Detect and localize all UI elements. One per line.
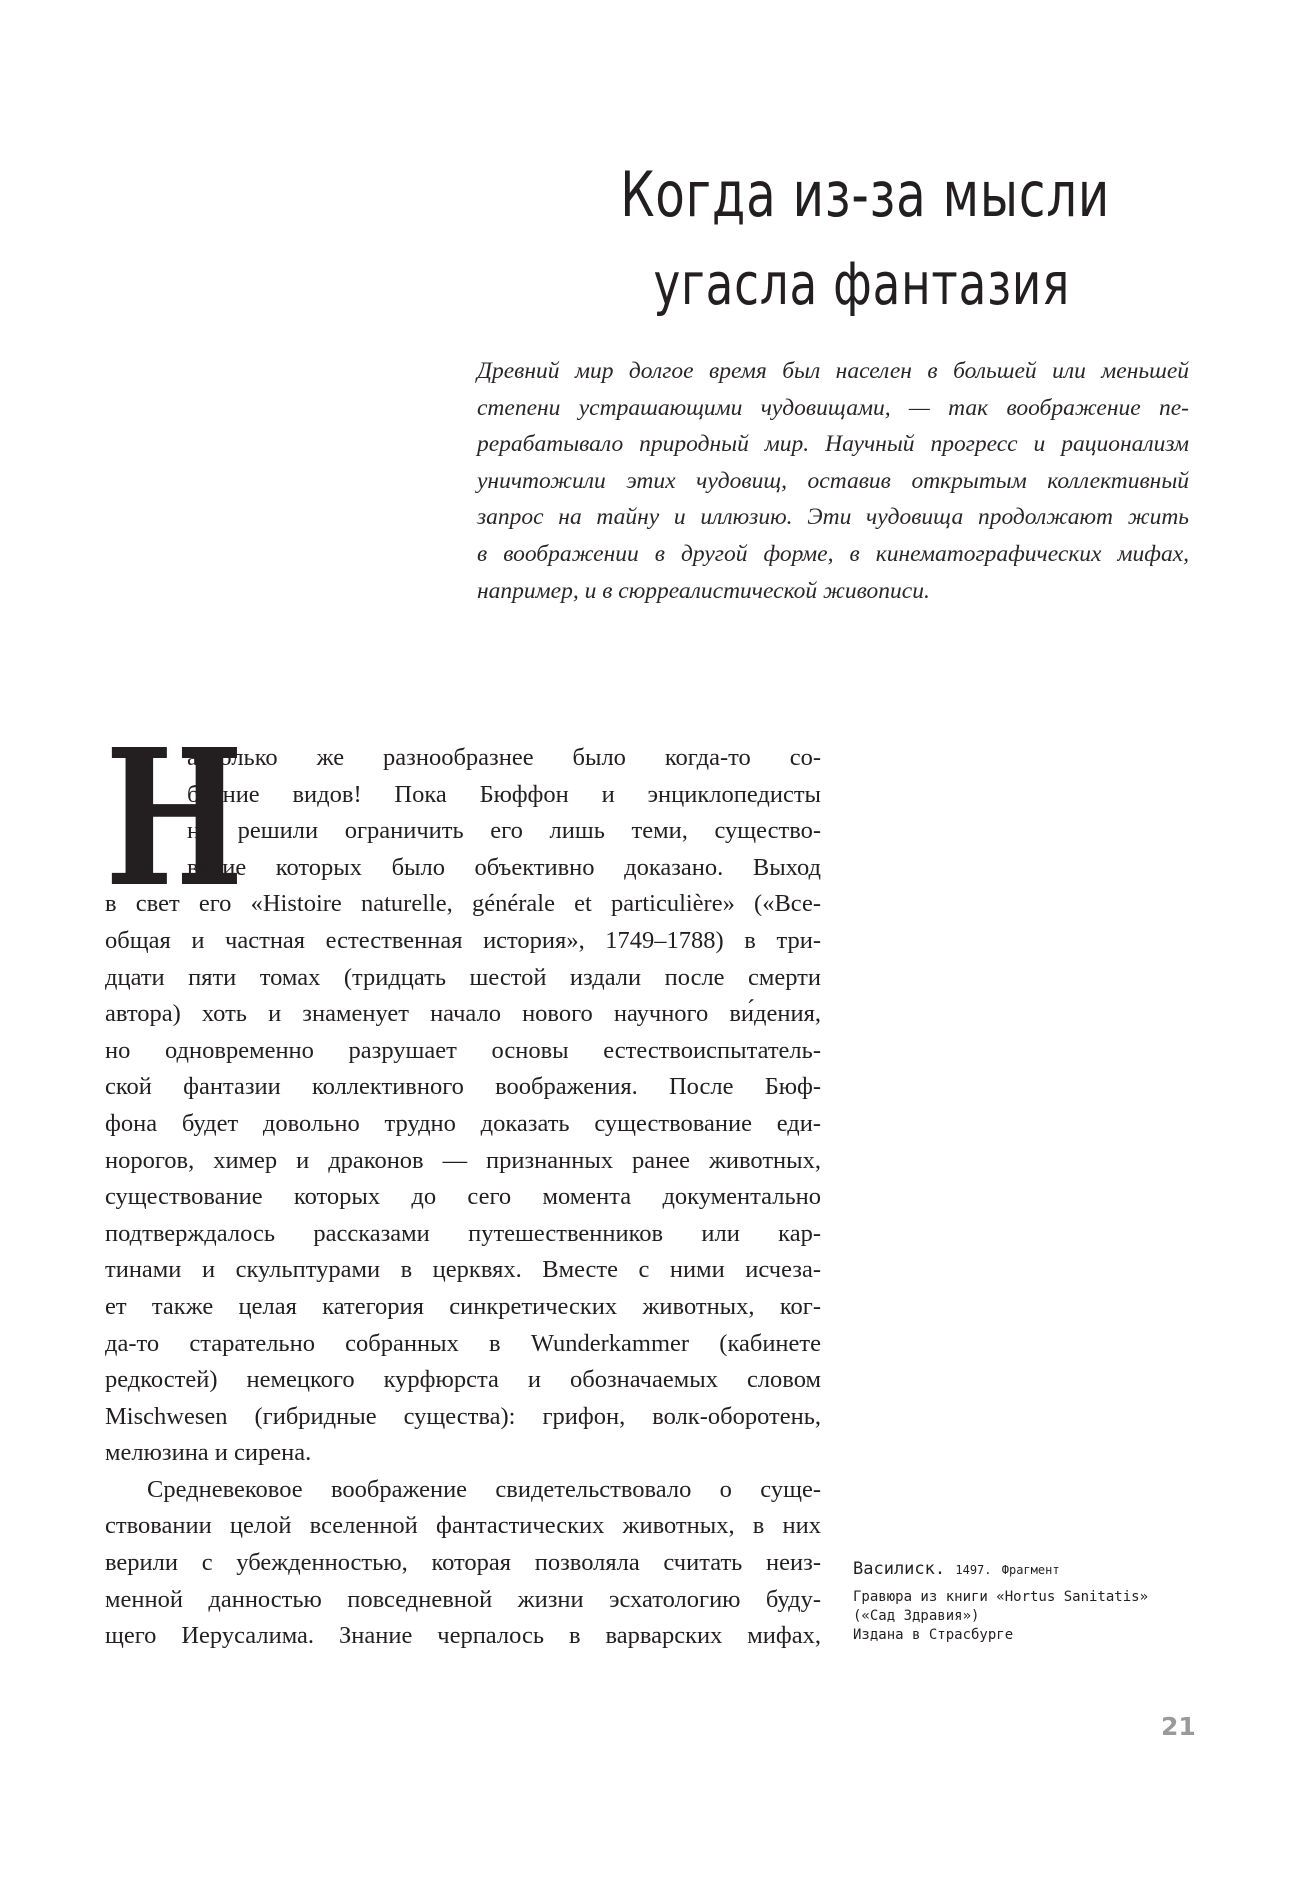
body-line: автора) хоть и знаменует начало нового научного ви́дения, bbox=[105, 1000, 821, 1028]
body-line: ствовании целой вселенной фантастических животных, в них bbox=[105, 1512, 821, 1540]
intro-line: рерабатывало природный мир. Научный прогресс и рационализм bbox=[477, 431, 1189, 458]
body-line: в свет его «Histoire naturelle, générale et particulière» («Все- bbox=[105, 890, 821, 918]
caption-name: Василиск. bbox=[853, 1559, 946, 1579]
intro-line: Древний мир долгое время был населен в большей или меньшей bbox=[477, 358, 1189, 384]
body-line: фона будет довольно трудно доказать существование еди- bbox=[105, 1109, 821, 1137]
intro-line: степени устрашающими чудовищами, — так воображение пе- bbox=[477, 394, 1189, 421]
caption-title bbox=[853, 1560, 1148, 1580]
body-line: дцати пяти томах (тридцать шестой издали после смерти bbox=[105, 963, 821, 991]
body-line: ет также целая категория синкретических животных, ког- bbox=[105, 1292, 821, 1320]
paragraph-2 bbox=[105, 1472, 821, 1655]
body-line: менной данностью повседневной жизни эсхатологию буду- bbox=[105, 1585, 821, 1613]
drop-cap: Н bbox=[105, 708, 244, 929]
body-line: не решили ограничить его лишь теми, существо- bbox=[187, 817, 821, 845]
caption-body bbox=[853, 1588, 1148, 1645]
body-line: общая и частная естественная история», 1749–1788) в три- bbox=[105, 926, 821, 954]
body-line: норогов, химер и драконов — признанных ранее животных, bbox=[105, 1146, 821, 1174]
body-line: верили с убежденностью, которая позволяла считать неиз- bbox=[105, 1549, 821, 1577]
intro-line: запрос на тайну и иллюзию. Эти чудовища продолжают жить bbox=[477, 504, 1189, 531]
chapter-title-line-1: Когда из-за мысли bbox=[620, 158, 1110, 231]
body-line: Mischwesen (гибридные существа): грифон, волк-оборотень, bbox=[105, 1402, 821, 1430]
body-line: брание видов! Пока Бюффон и энциклопедисты bbox=[187, 780, 821, 808]
intro-epigraph bbox=[477, 353, 1189, 609]
body-line: мелюзина и сирена. bbox=[105, 1439, 312, 1467]
body-line: асколько же разнообразнее было когда-то со- bbox=[187, 744, 821, 771]
caption-line: («Сад Здравия») bbox=[853, 1608, 980, 1624]
body-line: вание которых было объективно доказано. Выход bbox=[187, 853, 821, 881]
caption-note: Фрагмент bbox=[1001, 1563, 1060, 1577]
body-line: подтверждалось рассказами путешественников или кар- bbox=[105, 1219, 821, 1247]
page-number: 21 bbox=[1161, 1712, 1196, 1741]
body-line: тинами и скульптурами в церквях. Вместе с ними исчеза- bbox=[105, 1256, 821, 1284]
body-line: да-то старательно собранных в Wunderkammer (кабинете bbox=[105, 1329, 821, 1357]
body-line: ской фантазии коллективного воображения. После Бюф- bbox=[105, 1073, 821, 1101]
caption-line: Издана в Страсбурге bbox=[853, 1627, 1014, 1643]
illustration-caption bbox=[853, 1560, 1148, 1645]
body-line: но одновременно разрушает основы естествоиспытатель- bbox=[105, 1036, 821, 1064]
body-line: редкостей) немецкого курфюрста и обозначаемых словом bbox=[105, 1366, 821, 1394]
intro-line: например, и в сюрреалистической живописи. bbox=[477, 577, 930, 604]
intro-line: уничтожили этих чудовищ, оставив открытым коллективный bbox=[477, 467, 1189, 494]
body-text bbox=[105, 708, 821, 1655]
body-line: существование которых до сего момента документально bbox=[105, 1183, 821, 1211]
paragraph-1 bbox=[105, 708, 821, 1472]
intro-line: в воображении в другой форме, в кинематографических мифах, bbox=[477, 540, 1189, 567]
caption-line: Гравюра из книги «Hortus Sanitatis» bbox=[853, 1589, 1149, 1605]
caption-year: 1497. bbox=[955, 1563, 992, 1577]
chapter-title-line-2: угасла фантазия bbox=[653, 250, 1070, 318]
body-line: Средневековое воображение свидетельствовало о суще- bbox=[147, 1475, 821, 1503]
body-line: щего Иерусалима. Знание черпалось в варварских мифах, bbox=[105, 1622, 821, 1650]
